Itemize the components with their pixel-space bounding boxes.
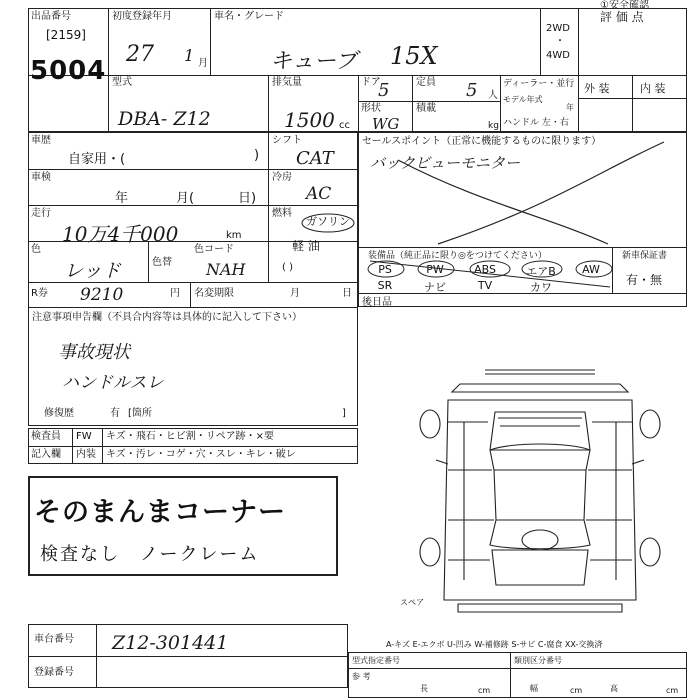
inspection-year: 年 <box>115 191 129 206</box>
stamp-subtitle: 検査なし ノークレーム <box>40 544 260 565</box>
notes-line1: 事故現状 <box>58 342 130 363</box>
color-change-label: 色替 <box>152 257 172 268</box>
chassis-label: 車台番号 <box>34 634 74 645</box>
year-unit: 年 <box>566 103 574 112</box>
displacement-unit: cc <box>339 120 350 131</box>
width-label: 幅 <box>530 684 538 693</box>
lot-bracket: [2159] <box>46 28 86 42</box>
sales-point-label: セールスポイント（正常に機能するものに限ります） <box>362 136 602 147</box>
load-label: 積載 <box>416 103 436 114</box>
inspector-row1-head: FW <box>76 431 92 442</box>
repair-value: 有 <box>110 408 120 419</box>
stamp-title: そのまんまコーナー <box>34 497 286 528</box>
equip-ps: PS <box>378 263 392 276</box>
doors-label: ドア <box>361 77 381 88</box>
lot-number: 5004 <box>30 56 107 86</box>
color-value: レッド <box>64 260 121 282</box>
height-unit: cm <box>666 686 679 695</box>
inspector-label-2: 記入欄 <box>31 449 61 460</box>
registration-label: 登録番号 <box>34 667 74 678</box>
inspection-day: 日) <box>238 191 257 206</box>
after-label: 後日品 <box>362 297 392 308</box>
chassis-value: Z12-301441 <box>112 632 229 654</box>
first-reg-label: 初度登録年月 <box>112 11 172 22</box>
width-unit: cm <box>570 686 583 695</box>
type-number-label: 型式指定番号 <box>352 656 400 665</box>
repair-close: ] <box>342 408 346 419</box>
sales-point-cross-out <box>358 132 688 247</box>
grade: 15X <box>390 42 438 70</box>
model-value: DBA- Z12 <box>118 108 211 130</box>
equip-leather: カワ <box>530 281 552 294</box>
history-value: 自家用・( <box>68 152 126 167</box>
repair-bracket: [箇所 <box>128 408 152 419</box>
height-label: 高 <box>610 684 618 693</box>
exterior-label: 外 装 <box>584 82 610 95</box>
inspection-month: 月( <box>176 191 195 206</box>
shape-label: 形状 <box>361 103 381 114</box>
displacement-label: 排気量 <box>272 77 302 88</box>
recycle-value: 9210 <box>80 285 124 305</box>
spare-label: スペア <box>400 598 424 607</box>
lot-label: 出品番号 <box>31 11 71 22</box>
first-reg-month: 1 <box>184 46 195 65</box>
capacity-unit: 人 <box>488 90 498 101</box>
equip-sr: SR <box>377 279 393 292</box>
car-name-label: 車名・グレード <box>214 11 284 22</box>
equip-abs: ABS <box>474 263 496 276</box>
ac-label: 冷房 <box>272 172 292 183</box>
class-number-label: 類別区分番号 <box>514 656 562 665</box>
shift-value: CAT <box>296 148 334 169</box>
mileage-value: 10万4千000 <box>62 222 179 246</box>
car-name: キューブ <box>270 49 357 74</box>
name-expiry-label: 名変期限 <box>194 288 234 299</box>
month-unit: 月 <box>198 58 208 69</box>
history-label: 車歴 <box>31 135 51 146</box>
drive-4wd: 4WD <box>546 50 570 61</box>
color-code-value: NAH <box>206 260 246 279</box>
dealer-label: ディーラー・並行 <box>503 79 575 89</box>
inspector-row2-head: 内装 <box>76 449 96 460</box>
equipment-circles <box>360 259 620 293</box>
fuel-paren: ( ) <box>282 262 293 273</box>
warranty-label: 新車保証書 <box>622 251 668 261</box>
shape-value: WG <box>372 115 400 133</box>
fuel-label: 燃料 <box>272 208 292 219</box>
fuel-gas-circle <box>300 212 356 234</box>
warranty-value: 有・無 <box>626 273 663 287</box>
equip-aw: AW <box>582 263 600 276</box>
interior-label: 内 装 <box>640 82 666 95</box>
shift-label: シフト <box>272 135 302 146</box>
color-code-label: 色コード <box>194 244 234 255</box>
history-close: ) <box>254 148 260 163</box>
inspection-label: 車検 <box>31 172 51 183</box>
mileage-unit: km <box>226 230 242 241</box>
inspector-label-1: 検査員 <box>31 431 61 442</box>
notes-label: 注意事項申告欄（不具合内容等は具体的に記入して下さい） <box>32 312 302 323</box>
color-label: 色 <box>31 244 41 255</box>
equip-airbag: エアB <box>526 265 556 278</box>
handle-label: ハンドル 左・右 <box>503 118 569 128</box>
doors-value: 5 <box>378 80 390 101</box>
recycle-label: R券 <box>31 288 48 299</box>
car-damage-diagram <box>400 360 690 620</box>
first-reg-year: 27 <box>126 42 154 67</box>
rating-label: 評 価 点 <box>600 10 644 24</box>
fuel-diesel: 軽 油 <box>292 239 320 253</box>
model-year-label: モデル年式 <box>503 95 543 104</box>
drive-dot: ・ <box>555 36 565 47</box>
capacity-value: 5 <box>466 80 478 101</box>
length-label: 長 <box>420 684 428 693</box>
equipment-label: 装備品（純正品に限り◎をつけてください） <box>368 251 547 261</box>
model-label: 型式 <box>112 77 132 88</box>
safety-note: ①安全確認 <box>600 0 649 11</box>
equip-tv: TV <box>477 279 493 292</box>
equip-pw: PW <box>426 263 444 276</box>
name-expiry-day: 日 <box>342 288 352 299</box>
equip-navi: ナビ <box>424 281 446 294</box>
length-unit: cm <box>478 686 491 695</box>
capacity-label: 定員 <box>416 77 436 88</box>
inspector-row1-text: キズ・飛石・ヒビ割・リペア跡・×要 <box>106 431 274 442</box>
displacement-value: 1500 <box>284 108 335 132</box>
drive-2wd: 2WD <box>546 23 570 34</box>
sales-point-value: バックビューモニター <box>370 154 521 172</box>
notes-line2: ハンドルスレ <box>62 373 164 393</box>
ref-label: 参 考 <box>352 672 371 681</box>
fuel-gas: ガソリン <box>306 215 350 228</box>
damage-legend: A-キズ E-エクボ U-凹み W-補修跡 S-サビ C-腐食 XX-交換済 <box>386 640 603 649</box>
load-unit: kg <box>488 121 499 131</box>
ac-value: AC <box>306 184 332 204</box>
repair-label: 修復歴 <box>44 408 74 419</box>
recycle-unit: 円 <box>170 288 180 299</box>
name-expiry-month: 月 <box>290 288 300 299</box>
inspector-row2-text: キズ・汚レ・コゲ・穴・スレ・キレ・破レ <box>106 449 296 460</box>
mileage-label: 走行 <box>31 208 51 219</box>
